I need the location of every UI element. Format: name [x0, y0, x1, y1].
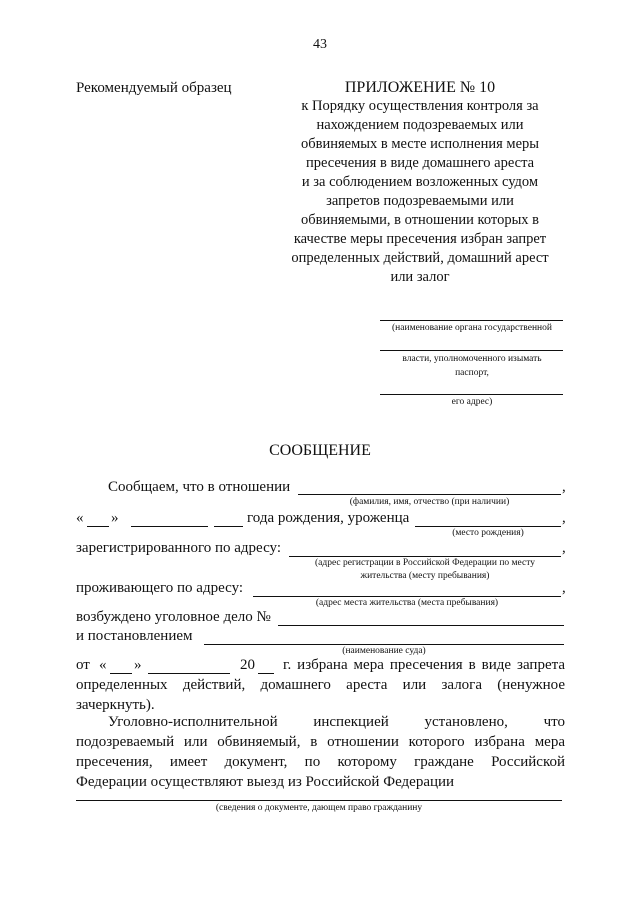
registration-caption: жительства (месту пребывания)	[360, 571, 490, 581]
addressee-caption: власти, уполномоченного изымать	[402, 354, 542, 364]
appendix-line: или залог	[390, 269, 450, 285]
fio-field[interactable]	[298, 494, 561, 495]
established-text: Уголовно-исполнительной инспекцией установлено, что	[108, 714, 565, 730]
court-name-field[interactable]	[204, 644, 564, 645]
addressee-caption: (наименование органа государственной	[392, 323, 552, 333]
addressee-line-2[interactable]	[380, 350, 563, 351]
comma: ,	[562, 510, 566, 526]
addressee-caption: паспорт,	[455, 368, 489, 378]
criminal-case-label: возбуждено уголовное дело №	[76, 609, 271, 625]
appendix-line: пресечения в виде домашнего ареста	[305, 155, 535, 171]
measure-text: зачеркнуть).	[76, 697, 155, 713]
criminal-case-number-field[interactable]	[278, 625, 564, 626]
recommended-sample-label: Рекомендуемый образец	[76, 80, 232, 96]
residence-address-field[interactable]	[253, 596, 561, 597]
page-number: 43	[313, 37, 327, 52]
from-label: от	[76, 657, 90, 673]
appendix-title: ПРИЛОЖЕНИЕ № 10	[344, 79, 496, 96]
ruling-label: и постановлением	[76, 628, 193, 644]
document-details-field[interactable]	[76, 800, 562, 801]
appendix-line: нахождением подозреваемых или	[316, 117, 524, 133]
ruling-day-field[interactable]	[110, 673, 132, 674]
registration-address-field[interactable]	[289, 556, 561, 557]
established-text: подозреваемый или обвиняемый, в отношении которого избрана мера	[76, 734, 565, 750]
comma: ,	[562, 580, 566, 596]
established-text: Федерации осуществляют выезд из Российской Федерации	[76, 774, 455, 790]
quote-open: «	[99, 657, 107, 673]
appendix-line: качестве меры пресечения избран запрет	[293, 231, 547, 247]
addressee-caption: его адрес)	[451, 397, 493, 407]
birthplace-field[interactable]	[415, 526, 561, 527]
appendix-line: обвиняемыми, в отношении которых в	[300, 212, 540, 228]
comma: ,	[562, 479, 566, 495]
measure-text: г. избрана мера пресечения в виде запрета	[283, 657, 565, 673]
registered-label: зарегистрированного по адресу:	[76, 540, 281, 556]
appendix-line: обвиняемых в месте исполнения меры	[300, 136, 540, 152]
quote-close: »	[134, 657, 142, 673]
birth-year-label: года рождения, уроженца	[247, 510, 410, 526]
subject-prefix: Сообщаем, что в отношении	[108, 479, 291, 495]
registration-caption: (адрес регистрации в Российской Федерации по месту	[315, 558, 535, 568]
document-heading: СООБЩЕНИЕ	[269, 442, 371, 459]
fio-caption: (фамилия, имя, отчество (при наличии)	[349, 497, 510, 507]
appendix-line: запретов подозреваемыми или	[326, 193, 514, 209]
document-caption: (сведения о документе, дающем право гражданину	[215, 803, 423, 813]
appendix-line: и за соблюдением возложенных судом	[301, 174, 539, 190]
addressee-line-1[interactable]	[380, 320, 563, 321]
year-prefix: 20	[240, 657, 255, 673]
ruling-year-field[interactable]	[258, 673, 274, 674]
appendix-line: определенных действий, домашний арест	[291, 250, 549, 266]
measure-text: определенных действий, домашнего ареста или залога (ненужное	[76, 677, 565, 693]
ruling-month-field[interactable]	[148, 673, 230, 674]
comma: ,	[562, 540, 566, 556]
residing-label: проживающего по адресу:	[76, 580, 244, 596]
appendix-line: к Порядку осуществления контроля за	[301, 98, 539, 114]
birthplace-caption: (место рождения)	[452, 528, 524, 538]
residence-caption: (адрес места жительства (места пребывания)	[315, 598, 499, 608]
birth-day-field[interactable]	[87, 526, 109, 527]
birth-month-field[interactable]	[131, 526, 208, 527]
birth-year-field[interactable]	[214, 526, 243, 527]
quote-close: »	[111, 510, 119, 526]
established-text: пресечения, имеет документ, по которому граждане Российской	[76, 754, 565, 770]
addressee-line-3[interactable]	[380, 394, 563, 395]
quote-open: «	[76, 510, 84, 526]
court-caption: (наименование суда)	[342, 646, 426, 656]
